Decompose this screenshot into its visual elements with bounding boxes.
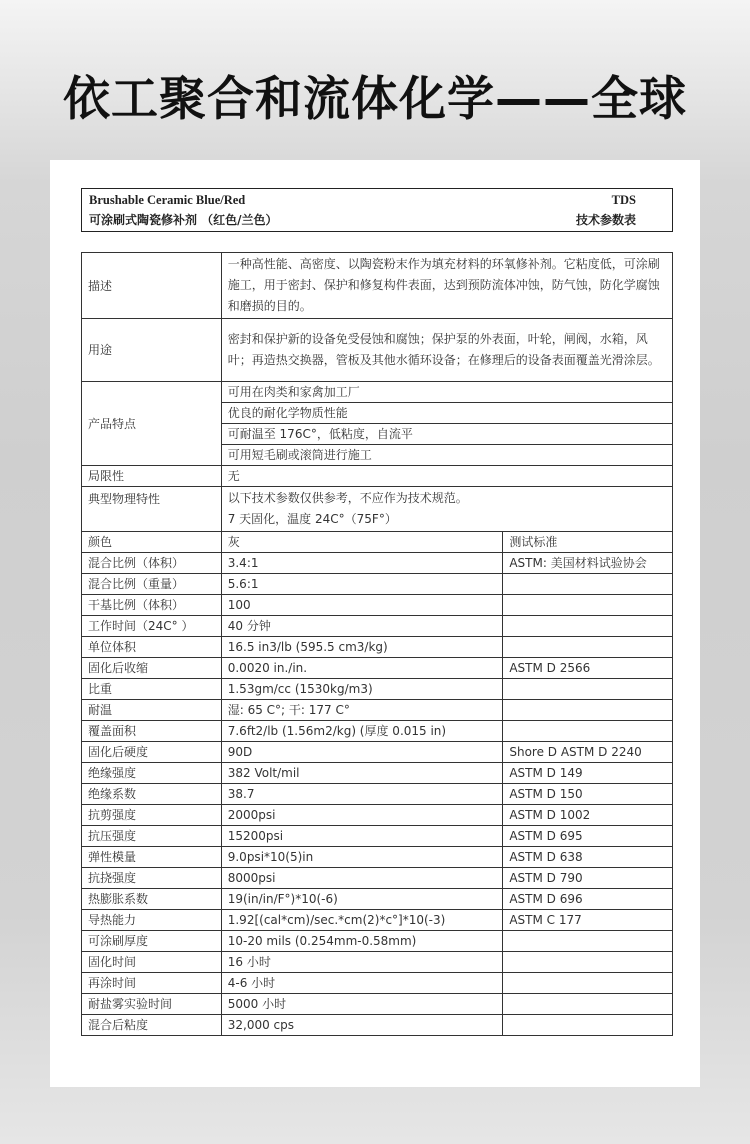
page-banner-title: 依工聚合和流体化学——全球 xyxy=(63,72,687,127)
property-standard xyxy=(503,973,673,994)
property-name: 固化后收缩 xyxy=(82,658,222,679)
typical-properties-note xyxy=(221,487,672,532)
property-standard xyxy=(503,574,673,595)
property-value: 10-20 mils (0.254mm-0.58mm) xyxy=(221,931,503,952)
limitations-row xyxy=(82,466,673,487)
usage-label: 用途 xyxy=(82,319,222,382)
property-name: 绝缘强度 xyxy=(82,763,222,784)
property-value: 1.53gm/cc (1530kg/m3) xyxy=(221,679,503,700)
property-standard xyxy=(503,637,673,658)
property-row xyxy=(82,868,673,889)
property-row xyxy=(82,784,673,805)
product-name-en: Brushable Ceramic Blue/Red xyxy=(89,193,246,207)
property-standard xyxy=(503,721,673,742)
property-name: 抗挠强度 xyxy=(82,868,222,889)
product-name-zh: 可涂刷式陶瓷修补剂 （红色/兰色） xyxy=(89,213,278,227)
property-name: 比重 xyxy=(82,679,222,700)
property-standard xyxy=(503,1015,673,1036)
spec-table xyxy=(81,252,673,1036)
property-name: 颜色 xyxy=(82,532,222,553)
property-row xyxy=(82,805,673,826)
property-value: 0.0020 in./in. xyxy=(221,658,503,679)
features-label: 产品特点 xyxy=(82,382,222,466)
property-value: 1.92[(cal*cm)/sec.*cm(2)*c°]*10(-3) xyxy=(221,910,503,931)
feature-item: 优良的耐化学物质性能 xyxy=(221,403,672,424)
property-name: 弹性模量 xyxy=(82,847,222,868)
property-standard: ASTM D 695 xyxy=(503,826,673,847)
property-value: 38.7 xyxy=(221,784,503,805)
property-row xyxy=(82,574,673,595)
property-name: 混合后粘度 xyxy=(82,1015,222,1036)
property-row xyxy=(82,637,673,658)
property-row xyxy=(82,742,673,763)
property-standard: ASTM D 2566 xyxy=(503,658,673,679)
property-row xyxy=(82,910,673,931)
typical-note-line: 7 天固化，温度 24C°（75F°） xyxy=(227,512,397,526)
description-label: 描述 xyxy=(82,253,222,319)
property-value: 3.4:1 xyxy=(221,553,503,574)
property-standard: 测试标准 xyxy=(503,532,673,553)
property-row xyxy=(82,1015,673,1036)
property-row xyxy=(82,952,673,973)
property-name: 耐温 xyxy=(82,700,222,721)
feature-item: 可用短毛刷或滚筒进行施工 xyxy=(221,445,672,466)
property-name: 可涂刷厚度 xyxy=(82,931,222,952)
property-row xyxy=(82,595,673,616)
limitations-label: 局限性 xyxy=(82,466,222,487)
property-value: 5.6:1 xyxy=(221,574,503,595)
feature-item: 可耐温至 176C°，低粘度，自流平 xyxy=(221,424,672,445)
property-value: 382 Volt/mil xyxy=(221,763,503,784)
property-value: 100 xyxy=(221,595,503,616)
typical-properties-label: 典型物理特性 xyxy=(82,487,222,532)
property-name: 耐盐雾实验时间 xyxy=(82,994,222,1015)
property-standard: ASTM D 790 xyxy=(503,868,673,889)
property-row xyxy=(82,763,673,784)
description-text: 一种高性能、高密度、以陶瓷粉末作为填充材料的环氧修补剂。它粘度低，可涂刷施工，用于密封、保护和修复构件表面，达到预防流体冲蚀，防气蚀，防化学腐蚀和磨损的目的。 xyxy=(221,253,672,319)
property-row xyxy=(82,532,673,553)
property-value: 湿: 65 C°; 干: 177 C° xyxy=(221,700,503,721)
property-name: 单位体积 xyxy=(82,637,222,658)
property-row xyxy=(82,973,673,994)
property-standard: ASTM D 638 xyxy=(503,847,673,868)
property-name: 覆盖面积 xyxy=(82,721,222,742)
property-value: 9.0psi*10(5)in xyxy=(221,847,503,868)
property-value: 灰 xyxy=(221,532,503,553)
limitations-value: 无 xyxy=(221,466,672,487)
property-row xyxy=(82,658,673,679)
document-header xyxy=(81,188,673,232)
property-standard xyxy=(503,700,673,721)
property-name: 固化后硬度 xyxy=(82,742,222,763)
property-name: 干基比例（体积） xyxy=(82,595,222,616)
property-value: 90D xyxy=(221,742,503,763)
property-value: 7.6ft2/lb (1.56m2/kg) (厚度 0.015 in) xyxy=(221,721,503,742)
property-value: 40 分钟 xyxy=(221,616,503,637)
property-row xyxy=(82,700,673,721)
property-row xyxy=(82,616,673,637)
property-standard: Shore D ASTM D 2240 xyxy=(503,742,673,763)
usage-text: 密封和保护新的设备免受侵蚀和腐蚀；保护泵的外表面，叶轮，闸阀，水箱，风叶；再造热交换器，管板及其他水循环设备；在修理后的设备表面覆盖光滑涂层。 xyxy=(221,319,672,382)
property-name: 导热能力 xyxy=(82,910,222,931)
property-name: 热膨胀系数 xyxy=(82,889,222,910)
property-row xyxy=(82,994,673,1015)
description-row xyxy=(82,253,673,319)
property-standard xyxy=(503,952,673,973)
property-row xyxy=(82,553,673,574)
property-name: 固化时间 xyxy=(82,952,222,973)
feature-row xyxy=(82,382,673,403)
property-name: 抗压强度 xyxy=(82,826,222,847)
property-standard xyxy=(503,616,673,637)
property-standard xyxy=(503,679,673,700)
property-value: 2000psi xyxy=(221,805,503,826)
property-name: 工作时间（24C° ） xyxy=(82,616,222,637)
property-name: 抗剪强度 xyxy=(82,805,222,826)
property-row xyxy=(82,826,673,847)
doc-type-zh: 技术参数表 xyxy=(575,213,636,227)
property-row xyxy=(82,679,673,700)
property-value: 19(in/in/F°)*10(-6) xyxy=(221,889,503,910)
property-standard xyxy=(503,595,673,616)
property-name: 混合比例（体积） xyxy=(82,553,222,574)
doc-type: TDS xyxy=(611,193,636,207)
property-standard: ASTM D 149 xyxy=(503,763,673,784)
property-value: 15200psi xyxy=(221,826,503,847)
property-standard: ASTM D 150 xyxy=(503,784,673,805)
property-row xyxy=(82,847,673,868)
property-value: 16 小时 xyxy=(221,952,503,973)
property-name: 绝缘系数 xyxy=(82,784,222,805)
property-value: 8000psi xyxy=(221,868,503,889)
property-standard xyxy=(503,994,673,1015)
tds-document xyxy=(50,160,700,1087)
typical-note-line: 以下技术参数仅供参考，不应作为技术规范。 xyxy=(227,491,468,505)
usage-row xyxy=(82,319,673,382)
property-value: 16.5 in3/lb (595.5 cm3/kg) xyxy=(221,637,503,658)
property-value: 32,000 cps xyxy=(221,1015,503,1036)
feature-item: 可用在肉类和家禽加工厂 xyxy=(221,382,672,403)
property-row xyxy=(82,721,673,742)
typical-properties-row xyxy=(82,487,673,532)
property-value: 4-6 小时 xyxy=(221,973,503,994)
property-value: 5000 小时 xyxy=(221,994,503,1015)
property-standard: ASTM D 1002 xyxy=(503,805,673,826)
property-row xyxy=(82,889,673,910)
property-name: 再涂时间 xyxy=(82,973,222,994)
property-row xyxy=(82,931,673,952)
property-standard: ASTM: 美国材料试验协会 xyxy=(503,553,673,574)
property-standard xyxy=(503,931,673,952)
property-standard: ASTM C 177 xyxy=(503,910,673,931)
property-name: 混合比例（重量） xyxy=(82,574,222,595)
property-standard: ASTM D 696 xyxy=(503,889,673,910)
